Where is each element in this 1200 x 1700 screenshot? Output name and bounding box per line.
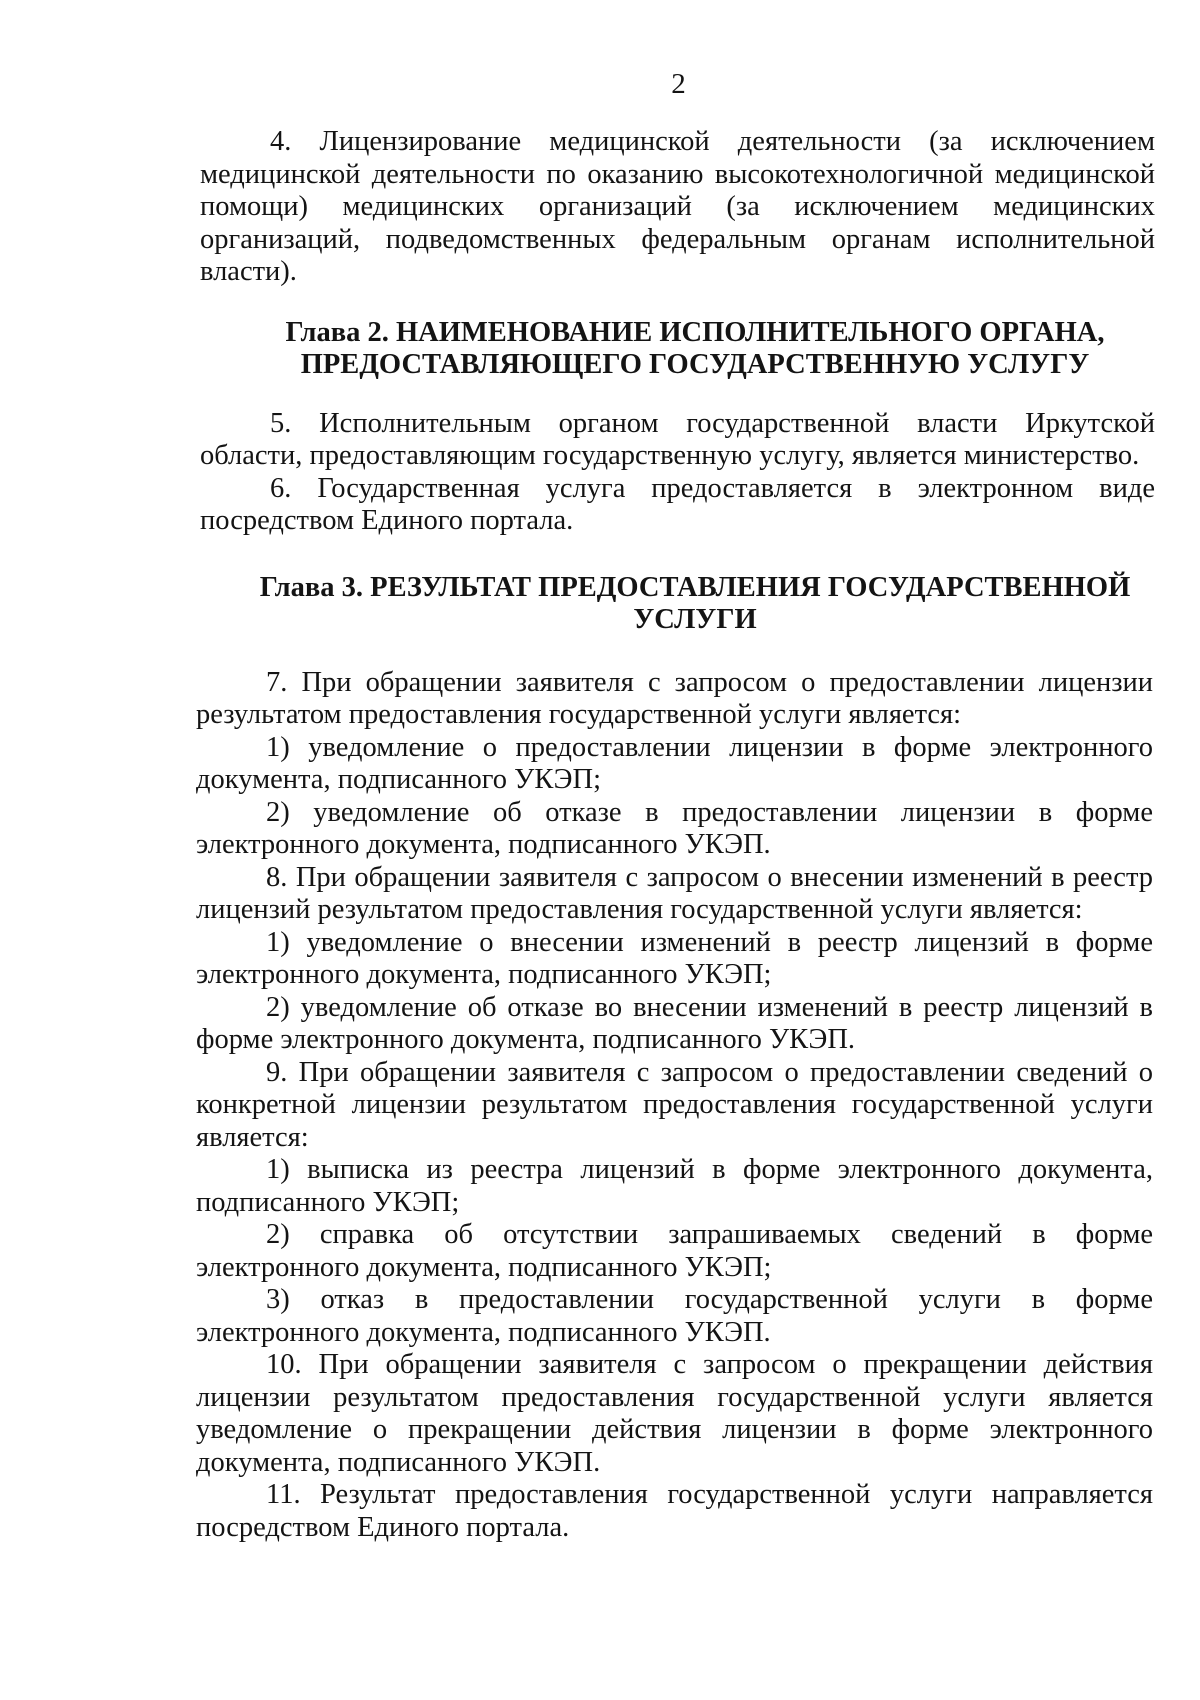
chapter-3-heading-line-1: Глава 3. РЕЗУЛЬТАТ ПРЕДОСТАВЛЕНИЯ ГОСУДАРСТВЕННОЙ — [259, 571, 1131, 603]
document-body — [196, 126, 1155, 1544]
chapter-2-heading — [200, 317, 1155, 382]
paragraph-7-item-1: 1) уведомление о предоставлении лицензии в форме электронного документа, подписанного УКЭП; — [196, 731, 1153, 795]
paragraph-8: 8. При обращении заявителя с запросом о внесении изменений в реестр лицензий результатом предоставления государственной услуги является: — [196, 861, 1153, 925]
chapter-2-heading-line-1: Глава 2. НАИМЕНОВАНИЕ ИСПОЛНИТЕЛЬНОГО ОРГАНА, — [285, 316, 1105, 348]
paragraph-9-item-3: 3) отказ в предоставлении государственной услуги в форме электронного документа, подписанного УКЭП. — [196, 1284, 1153, 1348]
chapter-2-heading-line-2: ПРЕДОСТАВЛЯЮЩЕГО ГОСУДАРСТВЕННУЮ УСЛУГУ — [300, 349, 1090, 380]
chapter-3-heading — [200, 572, 1155, 637]
chapter-3-heading-line-2: УСЛУГИ — [633, 604, 757, 635]
paragraph-9-item-2: 2) справка об отсутствии запрашиваемых сведений в форме электронного документа, подписанного УКЭП; — [196, 1219, 1153, 1283]
paragraph-6: 6. Государственная услуга предоставляется в электронном виде посредством Единого портала. — [200, 472, 1155, 536]
paragraph-11: 11. Результат предоставления государственной услуги направляется посредством Единого портала. — [196, 1479, 1153, 1543]
paragraph-8-item-1: 1) уведомление о внесении изменений в реестр лицензий в форме электронного документа, подписанного УКЭП; — [196, 926, 1153, 990]
paragraph-8-item-2: 2) уведомление об отказе во внесении изменений в реестр лицензий в форме электронного документа, подписанного УКЭП. — [196, 991, 1153, 1055]
chapter-3-body — [196, 667, 1153, 1545]
paragraph-4: 4. Лицензирование медицинской деятельности (за исключением медицинской деятельности по оказанию высокотехнологичной медицинской помощи) медицинских организаций (за исключением медицинских организаций, подведомственных федеральным органам исполнительной власти). — [200, 126, 1155, 287]
page-number: 2 — [671, 68, 686, 100]
paragraph-9-item-1: 1) выписка из реестра лицензий в форме электронного документа, подписанного УКЭП; — [196, 1154, 1153, 1218]
paragraph-9: 9. При обращении заявителя с запросом о предоставлении сведений о конкретной лицензии результатом предоставления государственной услуги является: — [196, 1056, 1153, 1153]
paragraph-7: 7. При обращении заявителя с запросом о предоставлении лицензии результатом предоставления государственной услуги является: — [196, 666, 1153, 730]
paragraph-5: 5. Исполнительным органом государственной власти Иркутской области, предоставляющим государственную услугу, является министерство. — [200, 407, 1155, 471]
paragraph-10: 10. При обращении заявителя с запросом о прекращении действия лицензии результатом предоставления государственной услуги является уведомление о прекращении действия лицензии в форме электронного документа, подписанного УКЭП. — [196, 1349, 1153, 1478]
paragraph-7-item-2: 2) уведомление об отказе в предоставлении лицензии в форме электронного документа, подписанного УКЭП. — [196, 796, 1153, 860]
